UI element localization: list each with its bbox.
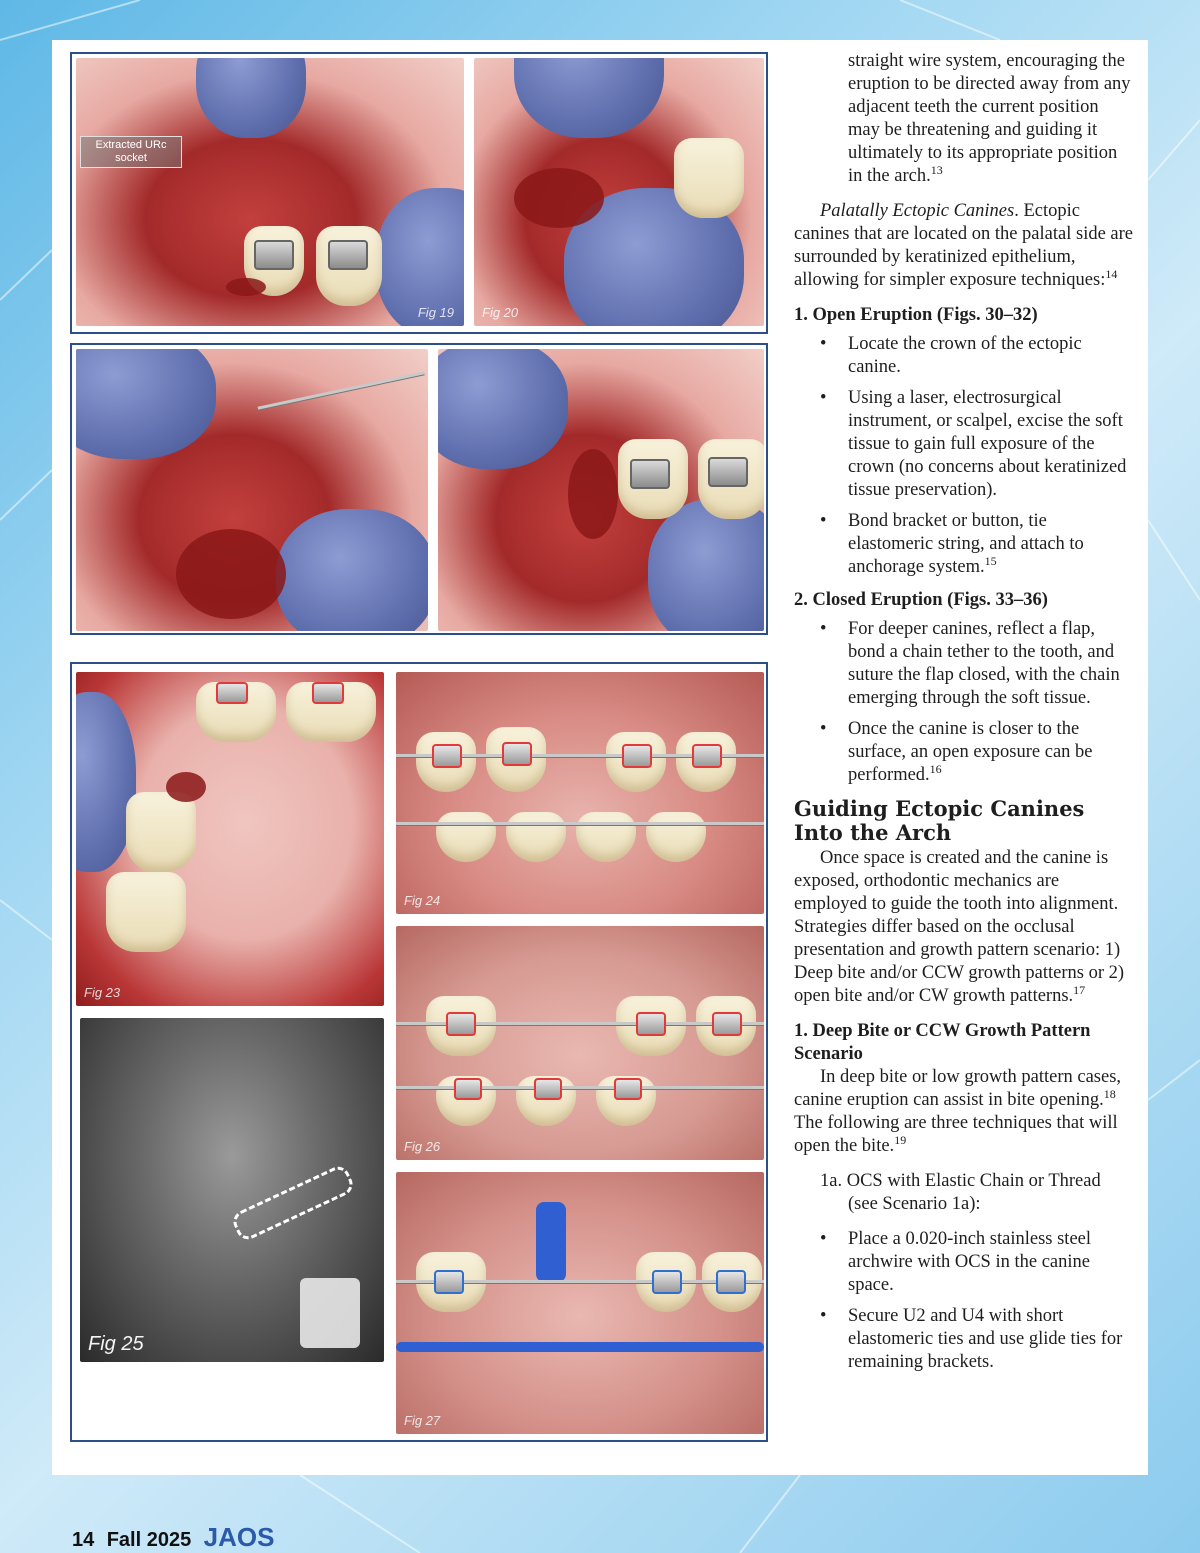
issue-date: Fall 2025 — [106, 1529, 192, 1551]
journal-name: JAOS — [203, 1522, 275, 1552]
article-text-column — [794, 50, 1134, 1384]
figure-panel-top — [70, 52, 768, 334]
ocs-list — [794, 1228, 1134, 1374]
figure-27-photo — [396, 1172, 764, 1434]
palatal-paragraph: Palatally Ectopic Canines. Ectopic canines that are located on the palatal side are surrounded by keratinized epithelium, allowing for simpler exposure techniques:$^{14}$ — [794, 201, 1133, 290]
figure-23-label: Fig 23 — [84, 985, 121, 1000]
list-item: • Bond bracket or button, tie elastomeric string, and attach to anchorage system.$^{15}$ — [794, 510, 1134, 579]
figure-25-label: Fig 25 — [88, 1333, 144, 1355]
list-item: • Place a 0.020-inch stainless steel archwire with OCS in the canine space. — [794, 1228, 1134, 1297]
figure-panel-middle — [70, 343, 768, 635]
figure-27-label: Fig 27 — [404, 1413, 441, 1428]
figure-19-label: Fig 19 — [417, 305, 454, 320]
figure-19-photo — [76, 58, 464, 326]
list-item: • Locate the crown of the ectopic canine. — [794, 333, 1134, 379]
figure-26-label: Fig 26 — [404, 1139, 441, 1154]
list-item: • Secure U2 and U4 with short elastomeric ties and use glide ties for remaining brackets. — [794, 1305, 1134, 1374]
deep-bite-paragraph: In deep bite or low growth pattern cases, canine eruption can assist in bite opening.$^{18}$ The following are three techniques that will open the bite.$^{19}$ — [794, 1067, 1122, 1156]
figure-24-photo — [396, 672, 764, 914]
guide-paragraph: Once space is created and the canine is exposed, orthodontic mechanics are employed to guide the tooth into alignment. Strategies differ based on the occlusal presentation and growth pattern scenario: 1) Deep bite and/or CCW growth patterns or 2) open bite and/or CW growth patterns.$^{17}$ — [794, 848, 1125, 1006]
closed-eruption-heading: 2. Closed Eruption (Figs. 33–36) — [794, 590, 1048, 610]
list-item: • Using a laser, electrosurgical instrument, or scalpel, excise the soft tissue to gain full exposure of the crown (no concerns about keratinized tissue preservation). — [794, 387, 1134, 502]
intro-paragraph: straight wire system, encouraging the eruption to be directed away from any adjacent teeth the current position may be threatening and guiding it ultimately to its appropriate position in the arch.$^{13}$ — [848, 51, 1131, 186]
ocs-item: 1a. OCS with Elastic Chain or Thread (see Scenario 1a): — [820, 1171, 1101, 1214]
list-item: • Once the canine is closer to the surface, an open exposure can be performed.$^{16}$ — [794, 718, 1134, 787]
surgical-photo-left — [76, 349, 428, 631]
closed-eruption-list — [794, 618, 1134, 787]
page-number: 14 — [72, 1529, 95, 1551]
palatal-title: Palatally Ectopic Canines — [820, 201, 1015, 221]
figure-20-label: Fig 20 — [482, 305, 519, 320]
open-eruption-list — [794, 333, 1134, 579]
deep-bite-heading: 1. Deep Bite or CCW Growth Pattern Scenario — [794, 1021, 1091, 1064]
surgical-photo-right — [438, 349, 764, 631]
figure-panel-bottom — [70, 662, 768, 1442]
figure-23-photo — [76, 672, 384, 1006]
figure-26-photo — [396, 926, 764, 1160]
open-eruption-heading: 1. Open Eruption (Figs. 30–32) — [794, 305, 1038, 325]
figure-25-xray — [80, 1018, 384, 1362]
page-footer — [72, 1522, 274, 1552]
figure-20-photo — [474, 58, 764, 326]
section-heading: Guiding Ectopic Canines Into the Arch — [794, 796, 1085, 845]
list-item: • For deeper canines, reflect a flap, bond a chain tether to the tooth, and suture the flap closed, with the chain emerging through the soft tissue. — [794, 618, 1134, 710]
figure-24-label: Fig 24 — [404, 893, 441, 908]
socket-callout: Extracted URc socket — [80, 136, 182, 168]
